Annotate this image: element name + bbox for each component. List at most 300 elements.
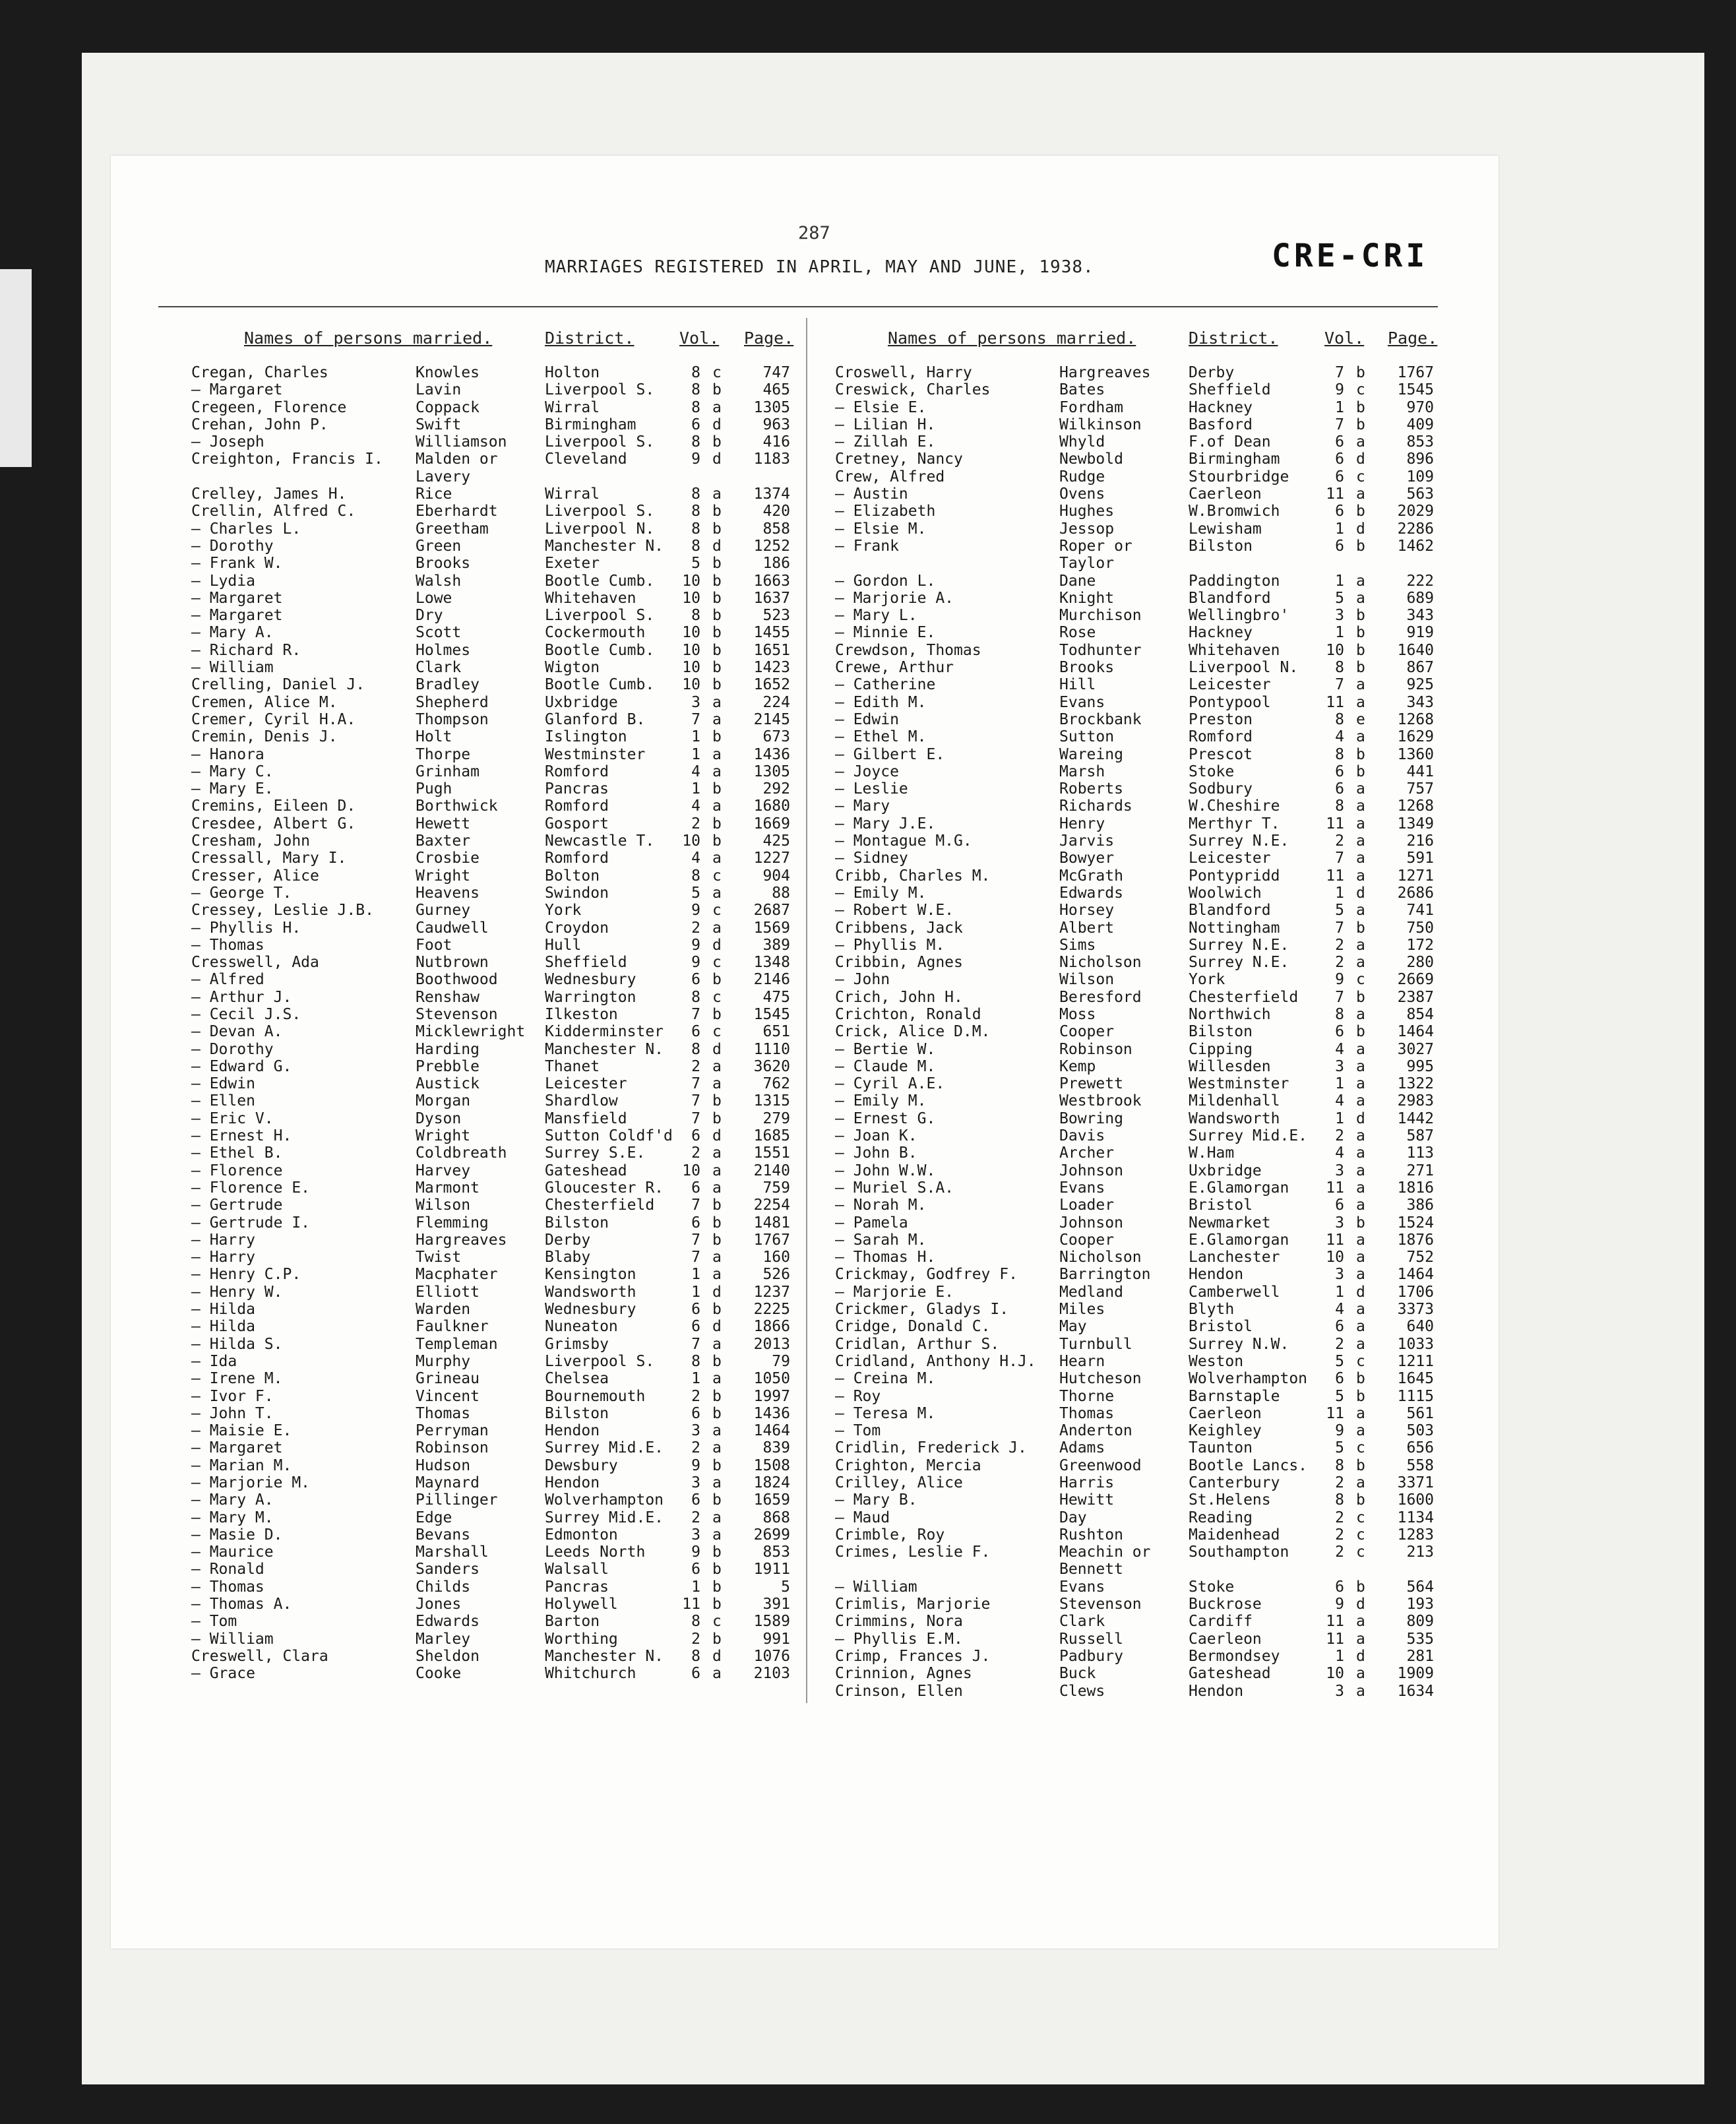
entry-volume-part: a: [712, 1526, 722, 1544]
entry-page: 673: [762, 728, 790, 746]
entry-name: — Margaret: [191, 1439, 283, 1457]
entry-page: 858: [762, 520, 790, 538]
entry-volume: 3: [1335, 1682, 1344, 1700]
entry-volume: 8: [691, 1040, 700, 1058]
page-number: 287: [798, 223, 830, 243]
entry-page: 1634: [1397, 1682, 1434, 1700]
entry-volume-part: b: [712, 676, 722, 694]
entry-name: — Elsie M.: [835, 520, 927, 538]
entry-spouse: Richards: [1059, 797, 1132, 815]
entry-spouse: Edwards: [416, 1613, 480, 1631]
entry-volume-part: b: [712, 641, 722, 659]
entry-spouse: Walsh: [416, 572, 462, 590]
entry-name: — Ethel B.: [191, 1144, 283, 1162]
entry-volume-part: b: [712, 1404, 722, 1422]
entry-volume-part: e: [1356, 710, 1365, 728]
entry-page: 292: [762, 780, 790, 798]
entry-spouse: Hewett: [416, 815, 471, 832]
entry-volume: 10: [682, 641, 700, 659]
entry-spouse: Cooper: [1059, 1231, 1115, 1249]
entry-volume-part: b: [712, 1301, 722, 1319]
entry-volume-part: a: [712, 1075, 722, 1093]
entry-spouse: Edge: [416, 1509, 452, 1526]
entry-name: Crick, Alice D.M.: [835, 1023, 991, 1041]
entry-name: Crimp, Frances J.: [835, 1647, 991, 1665]
entry-volume-part: a: [1356, 693, 1365, 711]
entry-volume-part: a: [1356, 902, 1365, 920]
entry-volume: 1: [691, 728, 700, 746]
entry-volume: 6: [691, 1023, 700, 1041]
entry-page: 113: [1406, 1144, 1434, 1162]
entry-district: Manchester N.: [545, 537, 664, 555]
entry-name: — Mary B.: [835, 1491, 917, 1509]
entry-name: Cregan, Charles: [191, 364, 328, 381]
entry-volume-part: b: [712, 1005, 722, 1023]
entry-volume-part: b: [1356, 1578, 1365, 1596]
entry-volume: 7: [1335, 919, 1344, 937]
entry-district: Bilston: [545, 1404, 609, 1422]
entry-district: Wellingbro': [1189, 607, 1289, 625]
entry-name: — Richard R.: [191, 641, 301, 659]
entry-name: — Alfred: [191, 971, 264, 989]
entry-spouse: Westbrook: [1059, 1092, 1142, 1110]
entry-district: Surrey Mid.E.: [545, 1509, 664, 1526]
entry-volume: 9: [1335, 1422, 1344, 1440]
entry-district: E.Glamorgan: [1189, 1231, 1289, 1249]
entry-district: Kensington: [545, 1266, 636, 1284]
entry-district: Sodbury: [1189, 780, 1253, 798]
entry-page: 2254: [753, 1197, 790, 1214]
entry-volume-part: d: [1356, 884, 1365, 902]
entry-name: — Robert W.E.: [835, 902, 954, 920]
entry-page: 1283: [1397, 1526, 1434, 1544]
entry-page: 1645: [1397, 1370, 1434, 1388]
entry-volume: 1: [691, 745, 700, 763]
entry-volume-part: a: [712, 797, 722, 815]
entry-district: Wandsworth: [545, 1283, 636, 1301]
entry-page: 1651: [753, 641, 790, 659]
entry-volume-part: c: [1356, 1509, 1365, 1526]
entry-volume-part: b: [1356, 1491, 1365, 1509]
entry-page: 1134: [1397, 1509, 1434, 1526]
entry-name: — Ernest H.: [191, 1127, 292, 1145]
entry-volume: 2: [1335, 1335, 1344, 1353]
entry-volume: 1: [691, 1266, 700, 1284]
entry-volume: 10: [1326, 1249, 1344, 1266]
entry-spouse: Cooper: [1059, 1023, 1115, 1041]
entry-page: 1462: [1397, 537, 1434, 555]
entry-page: 1816: [1397, 1179, 1434, 1197]
entry-volume: 8: [691, 1352, 700, 1370]
entry-volume: 10: [1326, 1665, 1344, 1683]
entry-name: Crickmay, Godfrey F.: [835, 1266, 1018, 1284]
entry-spouse: Eberhardt: [416, 503, 498, 520]
entry-volume: 2: [1335, 1509, 1344, 1526]
entry-district: Bermondsey: [1189, 1647, 1280, 1665]
entry-spouse: Boothwood: [416, 971, 498, 989]
entry-volume-part: b: [1356, 624, 1365, 642]
entry-volume: 7: [691, 1249, 700, 1266]
entry-volume-part: b: [712, 1352, 722, 1370]
entry-district: Chelsea: [545, 1370, 609, 1388]
left-header-names: Names of persons married.: [244, 328, 493, 348]
entry-page: 1360: [1397, 745, 1434, 763]
entry-volume-part: b: [712, 555, 722, 573]
entry-page: 425: [762, 832, 790, 850]
entry-volume: 1: [691, 1370, 700, 1388]
entry-name: Cressey, Leslie J.B.: [191, 902, 374, 920]
entry-volume: 6: [691, 1179, 700, 1197]
entry-page: 420: [762, 503, 790, 520]
entry-volume-part: a: [1356, 1127, 1365, 1145]
entry-volume: 9: [691, 902, 700, 920]
entry-name: — John: [835, 971, 890, 989]
entry-page: 1767: [1397, 364, 1434, 381]
entry-spouse: Barrington: [1059, 1266, 1151, 1284]
entry-name: Crimlis, Marjorie: [835, 1596, 991, 1613]
entry-district: E.Glamorgan: [1189, 1179, 1289, 1197]
entry-page: 1669: [753, 815, 790, 832]
entry-name: Cribbens, Jack: [835, 919, 963, 937]
entry-district: Liverpool S.: [545, 607, 655, 625]
entry-volume: 3: [691, 693, 700, 711]
entry-spouse: Marshall: [416, 1544, 489, 1561]
entry-name: — Edwin: [191, 1075, 255, 1093]
entry-volume-part: b: [1356, 1387, 1365, 1405]
entry-district: Wednesbury: [545, 971, 636, 989]
entry-volume-part: a: [1356, 1422, 1365, 1440]
entry-district: Pancras: [545, 1578, 609, 1596]
entry-volume: 3: [691, 1422, 700, 1440]
entry-volume: 4: [1335, 1144, 1344, 1162]
entry-volume: 2: [691, 1144, 700, 1162]
entry-volume: 6: [1335, 1197, 1344, 1214]
entry-volume-part: a: [712, 1370, 722, 1388]
entry-district: Sutton Coldf'd: [545, 1127, 673, 1145]
entry-spouse: Heavens: [416, 884, 480, 902]
entry-spouse: Austick: [416, 1075, 480, 1093]
entry-page: 1481: [753, 1214, 790, 1232]
entry-name: — Gordon L.: [835, 572, 936, 590]
entry-volume: 1: [1335, 624, 1344, 642]
entry-page: 1436: [753, 1404, 790, 1422]
entry-volume-part: d: [1356, 520, 1365, 538]
entry-name: — Tom: [835, 1422, 881, 1440]
entry-district: Buckrose: [1189, 1596, 1262, 1613]
entry-name: — Lydia: [191, 572, 255, 590]
entry-volume-part: d: [712, 537, 722, 555]
entry-district: Newcastle T.: [545, 832, 655, 850]
entry-spouse: Davis: [1059, 1127, 1105, 1145]
entry-name: Cremin, Denis J.: [191, 728, 338, 746]
entry-volume: 3: [1335, 607, 1344, 625]
entry-page: 5: [781, 1578, 790, 1596]
entry-volume: 11: [1326, 1231, 1344, 1249]
entry-district: Wednesbury: [545, 1301, 636, 1319]
entry-page: 79: [772, 1352, 790, 1370]
entry-name: — Ida: [191, 1352, 237, 1370]
entry-spouse: Pugh: [416, 780, 452, 798]
entry-name: — Marian M.: [191, 1456, 292, 1474]
entry-page: 750: [1406, 919, 1434, 937]
entry-page: 563: [1406, 485, 1434, 503]
entry-page: 2686: [1397, 884, 1434, 902]
entry-page: 523: [762, 607, 790, 625]
entry-spouse: Ovens: [1059, 485, 1105, 503]
entry-name: — Mary L.: [835, 607, 917, 625]
entry-spouse: Moss: [1059, 1005, 1096, 1023]
entry-district: Gloucester R.: [545, 1179, 664, 1197]
entry-district: Whitehaven: [545, 589, 636, 607]
entry-spouse: Robinson: [416, 1439, 489, 1457]
entry-district: Shardlow: [545, 1092, 618, 1110]
entry-district: Holywell: [545, 1596, 618, 1613]
entry-name: Crinson, Ellen: [835, 1682, 963, 1700]
entry-district: Leeds North: [545, 1544, 646, 1561]
entry-volume: 8: [691, 1647, 700, 1665]
entry-volume-part: b: [712, 1109, 722, 1127]
entry-volume-part: a: [1356, 589, 1365, 607]
entry-volume: 4: [691, 850, 700, 867]
entry-volume: 8: [1335, 1456, 1344, 1474]
entry-name: — Charles L.: [191, 520, 301, 538]
entry-volume: 9: [691, 1544, 700, 1561]
entry-volume-part: a: [1356, 1682, 1365, 1700]
entry-name: — Dorothy: [191, 1040, 274, 1058]
entry-volume-part: a: [712, 693, 722, 711]
entry-name: Cresdee, Albert G.: [191, 815, 356, 832]
entry-name: — Hilda: [191, 1301, 255, 1319]
entry-spouse: Bates: [1059, 381, 1105, 399]
entry-spouse: Medland: [1059, 1283, 1123, 1301]
entry-district: York: [545, 902, 582, 920]
entry-volume: 5: [691, 555, 700, 573]
entry-district: Derby: [1189, 364, 1235, 381]
entry-volume-part: a: [1356, 572, 1365, 590]
entry-volume: 7: [1335, 416, 1344, 433]
entry-district: Grimsby: [545, 1335, 609, 1353]
entry-district: Southampton: [1189, 1544, 1289, 1561]
entry-spouse: Caudwell: [416, 919, 489, 937]
entry-spouse: Evans: [1059, 1578, 1105, 1596]
entry-name: Crimmins, Nora: [835, 1613, 963, 1631]
entry-district: Surrey N.E.: [1189, 954, 1289, 972]
entry-name: — Margaret: [191, 589, 283, 607]
entry-name: Crellin, Alfred C.: [191, 503, 356, 520]
entry-volume: 3: [1335, 1266, 1344, 1284]
entry-volume-part: d: [712, 416, 722, 433]
entry-spouse: Crosbie: [416, 850, 480, 867]
entry-volume-part: c: [1356, 1526, 1365, 1544]
entry-spouse: Foot: [416, 936, 452, 954]
entry-district: Romford: [545, 797, 609, 815]
entry-district: Keighley: [1189, 1422, 1262, 1440]
entry-page: 1271: [1397, 867, 1434, 885]
entry-volume: 4: [691, 797, 700, 815]
entry-name: — Hilda: [191, 1318, 255, 1336]
entry-spouse: Bevans: [416, 1526, 471, 1544]
entry-page: 2146: [753, 971, 790, 989]
entry-volume: 8: [691, 607, 700, 625]
entry-name: — Maisie E.: [191, 1422, 292, 1440]
entry-spouse: Morgan: [416, 1092, 471, 1110]
entry-volume-part: b: [1356, 503, 1365, 520]
entry-name: Crelling, Daniel J.: [191, 676, 365, 694]
entry-page: 441: [1406, 763, 1434, 780]
entry-name: — Montague M.G.: [835, 832, 972, 850]
entry-district: Bootle Cumb.: [545, 676, 655, 694]
entry-name: Cretney, Nancy: [835, 451, 963, 468]
entry-name: — John W.W.: [835, 1162, 936, 1179]
entry-spouse: Todhunter: [1059, 641, 1142, 659]
entry-page: 2286: [1397, 520, 1434, 538]
entry-district: Romford: [545, 763, 609, 780]
entry-page: 1374: [753, 485, 790, 503]
right-header-district: District.: [1189, 328, 1278, 348]
entry-volume-part: b: [712, 624, 722, 642]
entry-volume-part: a: [712, 1335, 722, 1353]
entry-spouse: Vincent: [416, 1387, 480, 1405]
entry-volume-part: a: [712, 1509, 722, 1526]
entry-name: — Joyce: [835, 763, 899, 780]
entry-page: 656: [1406, 1439, 1434, 1457]
entry-page: 2029: [1397, 503, 1434, 520]
entry-volume-part: a: [1356, 1318, 1365, 1336]
entry-spouse: Newbold: [1059, 451, 1123, 468]
entry-spouse: Scott: [416, 624, 462, 642]
entry-volume: 2: [1335, 1474, 1344, 1491]
entry-name: Cridland, Anthony H.J.: [835, 1352, 1036, 1370]
entry-name: — Roy: [835, 1387, 881, 1405]
entry-spouse: Shepherd: [416, 693, 489, 711]
entry-district: Paddington: [1189, 572, 1280, 590]
left-header-vol: Vol.: [679, 328, 720, 348]
entry-district: Chesterfield: [545, 1197, 655, 1214]
entry-name: — Margaret: [191, 381, 283, 399]
entry-spouse: Hargreaves: [416, 1231, 507, 1249]
entry-volume: 4: [1335, 1040, 1344, 1058]
entry-volume: 6: [1335, 451, 1344, 468]
entry-district: Ilkeston: [545, 1005, 618, 1023]
entry-district: Pontypridd: [1189, 867, 1280, 885]
entry-spouse: Stevenson: [1059, 1596, 1142, 1613]
entry-volume-part: a: [1356, 1179, 1365, 1197]
entry-name: — Bertie W.: [835, 1040, 936, 1058]
entry-volume: 3: [1335, 1214, 1344, 1232]
entry-volume: 2: [1335, 832, 1344, 850]
entry-volume-part: b: [712, 971, 722, 989]
entry-volume: 1: [1335, 572, 1344, 590]
entry-spouse: Dry: [416, 607, 443, 625]
entry-page: 1464: [1397, 1266, 1434, 1284]
entry-volume: 10: [682, 1162, 700, 1179]
entry-volume-part: a: [1356, 832, 1365, 850]
entry-spouse: Borthwick: [416, 797, 498, 815]
entry-name: — Frank: [835, 537, 899, 555]
entry-name: — Eric V.: [191, 1109, 274, 1127]
entry-district: Basford: [1189, 416, 1253, 433]
entry-page: 2687: [753, 902, 790, 920]
entry-volume: 1: [1335, 884, 1344, 902]
entry-name: — William: [191, 1630, 274, 1648]
entry-district: Caerleon: [1189, 1630, 1262, 1648]
entry-volume: 7: [691, 1005, 700, 1023]
entry-name: Cridlan, Arthur S.: [835, 1335, 1000, 1353]
entry-volume: 10: [682, 832, 700, 850]
entry-volume-part: b: [1356, 1456, 1365, 1474]
entry-volume-part: a: [712, 1474, 722, 1491]
entry-district: W.Cheshire: [1189, 797, 1280, 815]
entry-spouse: Coldbreath: [416, 1144, 507, 1162]
entry-volume: 8: [691, 520, 700, 538]
entry-spouse: Brockbank: [1059, 710, 1142, 728]
entry-spouse: Fordham: [1059, 398, 1123, 416]
entry-volume-part: b: [712, 520, 722, 538]
entry-district: Lewisham: [1189, 520, 1262, 538]
entry-page: 1455: [753, 624, 790, 642]
entry-spouse: Sheldon: [416, 1647, 480, 1665]
entry-spouse: Malden or: [416, 451, 498, 468]
entry-spouse: Wareing: [1059, 745, 1123, 763]
entry-volume: 8: [1335, 659, 1344, 677]
entry-name: Crimble, Roy: [835, 1526, 945, 1544]
entry-volume: 10: [682, 659, 700, 677]
entry-spouse: Rose: [1059, 624, 1096, 642]
entry-volume: 2: [1335, 954, 1344, 972]
entry-volume-part: b: [712, 1092, 722, 1110]
entry-volume: 5: [1335, 1352, 1344, 1370]
entry-volume: 11: [1326, 1404, 1344, 1422]
entry-district: Liverpool S.: [545, 1352, 655, 1370]
entry-volume-part: a: [712, 763, 722, 780]
entry-volume: 2: [1335, 1544, 1344, 1561]
entry-name: — Mary M.: [191, 1509, 274, 1526]
entry-district: Reading: [1189, 1509, 1253, 1526]
entry-volume-part: a: [1356, 1613, 1365, 1631]
entry-district: Cockermouth: [545, 624, 646, 642]
entry-volume-part: b: [1356, 641, 1365, 659]
entry-volume: 8: [1335, 745, 1344, 763]
entry-spouse: Lowe: [416, 589, 452, 607]
entry-spouse: Hearn: [1059, 1352, 1105, 1370]
entry-name: — Thomas H.: [835, 1249, 936, 1266]
entry-district: Preston: [1189, 710, 1253, 728]
entry-page: 1551: [753, 1144, 790, 1162]
entry-spouse: Jessop: [1059, 520, 1115, 538]
entry-district: Sheffield: [545, 954, 627, 972]
entry-volume: 7: [691, 1335, 700, 1353]
entry-name: Croswell, Harry: [835, 364, 972, 381]
entry-volume: 6: [1335, 780, 1344, 798]
entry-volume-part: b: [712, 832, 722, 850]
entry-district: Sheffield: [1189, 381, 1271, 399]
entry-district: Liverpool N.: [1189, 659, 1299, 677]
entry-name: — Thomas A.: [191, 1596, 292, 1613]
entry-page: 1767: [753, 1231, 790, 1249]
entry-volume: 1: [1335, 1647, 1344, 1665]
entry-district: Manchester N.: [545, 1647, 664, 1665]
entry-page: 2387: [1397, 988, 1434, 1006]
entry-name: — Hilda S.: [191, 1335, 283, 1353]
entry-name: — Florence: [191, 1162, 283, 1179]
entry-volume-part: d: [1356, 1596, 1365, 1613]
entry-district: Surrey Mid.E.: [1189, 1127, 1308, 1145]
entry-page: 640: [1406, 1318, 1434, 1336]
entry-volume: 7: [1335, 850, 1344, 867]
entry-page: 970: [1406, 398, 1434, 416]
entry-spouse: Williamson: [416, 433, 507, 451]
entry-volume-part: b: [1356, 763, 1365, 780]
